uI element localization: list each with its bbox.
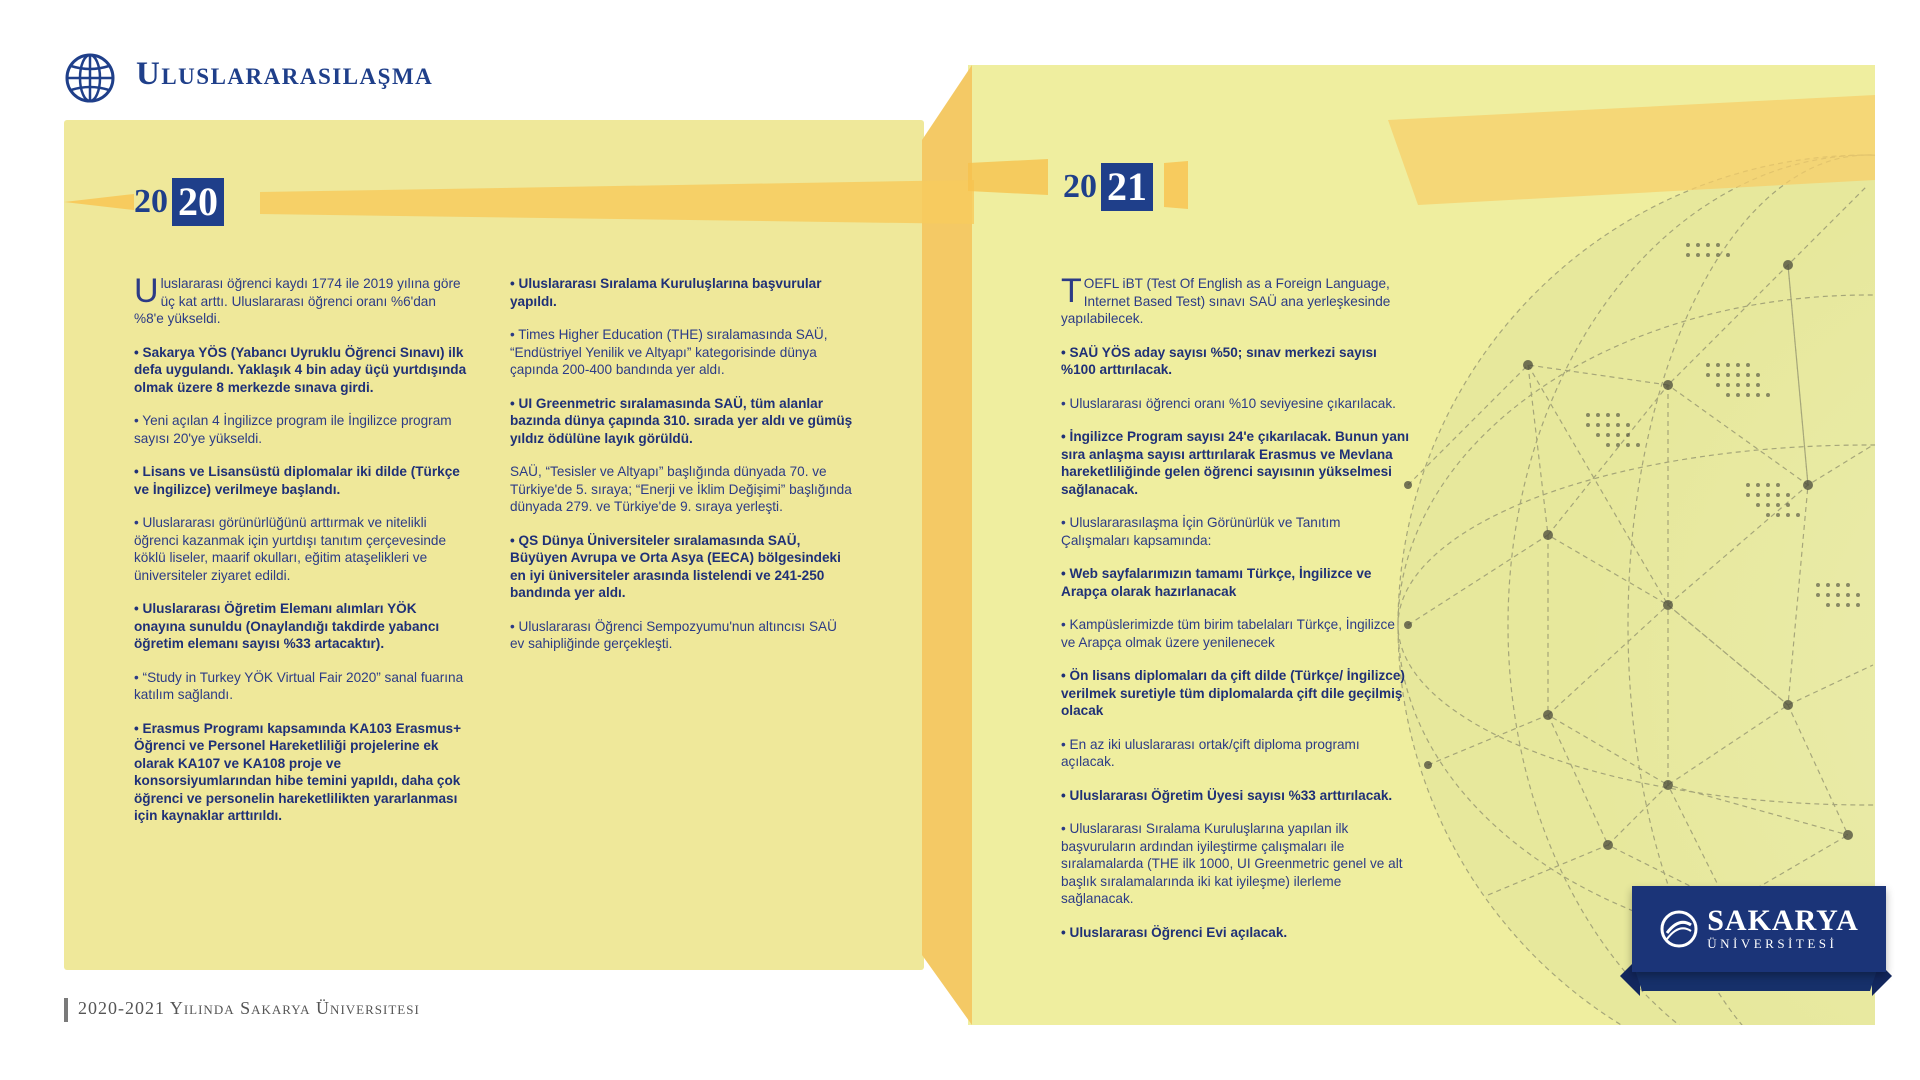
footer-divider (64, 998, 68, 1022)
year-boxed: 20 (172, 178, 224, 226)
year-plain: 20 (1063, 168, 1097, 205)
list-item: • Uluslararası öğrenci oranı %10 seviyesine çıkarılacak. (1061, 395, 1396, 411)
list-item: • Yeni açılan 4 İngilizce program ile İngilizce program sayısı 20'ye yükseldi. (134, 413, 452, 446)
intro-paragraph (134, 272, 469, 328)
sakarya-emblem-icon (1659, 909, 1699, 949)
list-item: • Uluslararasılaşma İçin Görünürlük ve Tanıtım Çalışmaları kapsamında: (1061, 515, 1341, 548)
list-item: • Sakarya YÖS (Yabancı Uyruklu Öğrenci Sınavı) ilk defa uygulandı. Yaklaşık 4 bin aday üçü yurtdışında olmak üzere 8 merkezde sınava girdi. (134, 344, 467, 395)
list-item: • Uluslararası Öğretim Üyesi sayısı %33 arttırılacak. (1061, 787, 1393, 803)
list-item: • Uluslararası Öğrenci Evi açılacak. (1061, 924, 1288, 940)
sakarya-logo (1620, 886, 1892, 1006)
list-item: • Times Higher Education (THE) sıralamasında SAÜ, “Endüstriyel Yenilik ve Altyapı” kategorisinde dünya çapında 200-400 bandında yer aldı. (510, 327, 828, 377)
year-2021-label (1063, 163, 1153, 211)
footer-text: 2020-2021 Yılında Sakarya Üniversitesi (78, 998, 420, 1018)
list-item: • “Study in Turkey YÖK Virtual Fair 2020” sanal fuarına katılım sağlandı. (134, 669, 464, 702)
page-title: Uluslararasılaşma (136, 56, 434, 92)
globe-icon (64, 52, 116, 104)
list-item: • İngilizce Program sayısı 24'e çıkarılacak. Bunun yanı sıra anlaşma sayısı arttırılarak Erasmus ve Mevlana hareketliliğinde gelen öğrenci sayısının yükselmesi sağlanacak. (1061, 429, 1409, 497)
left-column-2 (510, 275, 855, 669)
list-item: • UI Greenmetric sıralamasında SAÜ, tüm alanlar bazında dünya çapında 310. sırada yer aldı ve gümüş yıldız ödülüne layık görüldü. (510, 395, 853, 446)
year-2020-label (134, 178, 224, 226)
intro-paragraph (1061, 272, 1411, 328)
left-column-1 (134, 272, 469, 841)
dropcap: U (134, 272, 159, 310)
list-item: • Uluslararası Sıralama Kuruluşlarına yapılan ilk başvuruların ardından iyileştirme çalışmaları ile sıralamalarda (THE ilk 1000, UI Greenmetric genel ve alt başlık sıralamalarında iki kat iyileşme) ilerleme sağlanacak. (1061, 821, 1403, 906)
intro-text: OEFL iBT (Test Of English as a Foreign Language, Internet Based Test) sınavı SAÜ ana yerleşkesinde yapılabilecek. (1061, 276, 1391, 326)
intro-text: luslararası öğrenci kaydı 1774 ile 2019 yılına göre üç kat arttı. Uluslararası öğrenci oranı %6'dan %8'e yükseldi. (134, 276, 461, 326)
list-item: • SAÜ YÖS aday sayısı %50; sınav merkezi sayısı %100 arttırılacak. (1061, 344, 1377, 377)
list-item: • Erasmus Programı kapsamında KA103 Erasmus+ Öğrenci ve Personel Hareketliliği projelerine ek olarak KA107 ve KA108 proje ve konsorsiyumlarından hibe temini yapıldı, daha çok öğrenci ve personelin hareketlilikten yararlanması için kaynaklar arttırıldı. (134, 720, 462, 823)
logo-text (1707, 906, 1859, 952)
dropcap: T (1061, 272, 1082, 310)
list-item: SAÜ, “Tesisler ve Altyapı” başlığında dünyada 70. ve Türkiye'de 5. sıraya; “Enerji ve İklim Değişimi” başlığında dünyada 279. ve Türkiye'de 9. sıraya yerleşti. (510, 464, 852, 514)
logo-box (1632, 886, 1886, 972)
list-item: • Uluslararası Öğrenci Sempozyumu'nun altıncısı SAÜ ev sahipliğinde gerçekleşti. (510, 618, 837, 651)
list-item: • Kampüslerimizde tüm birim tabelaları Türkçe, İngilizce ve Arapça olmak üzere yenilenecek (1061, 617, 1395, 650)
list-item: • Ön lisans diplomaları da çift dilde (Türkçe/ İngilizce) verilmek suretiyle tüm diplomalarda çift dile geçilmiş olacak (1061, 668, 1405, 718)
year-boxed: 21 (1101, 163, 1153, 211)
logo-sub: ÜNİVERSİTESİ (1707, 936, 1838, 951)
year-plain: 20 (134, 183, 168, 220)
list-item: • Lisans ve Lisansüstü diplomalar iki dilde (Türkçe ve İngilizce) verilmeye başlandı. (134, 464, 460, 497)
list-item: • QS Dünya Üniversiteler sıralamasında SAÜ, Büyüyen Avrupa ve Orta Asya (EECA) bölgesindeki en iyi üniversiteler arasında listelendi ve 241-250 bandında yer aldı. (510, 532, 841, 600)
list-item: • En az iki uluslararası ortak/çift diploma programı açılacak. (1061, 736, 1360, 769)
list-item: • Uluslararası görünürlüğünü arttırmak ve nitelikli öğrenci kazanmak için yurtdışı tanıtım çerçevesinde köklü liseler, maarif okulları, eğitim ataşelikleri ve üniversiteler ziyaret edildi. (134, 515, 447, 583)
list-item: • Uluslararası Sıralama Kuruluşlarına başvurular yapıldı. (510, 276, 822, 309)
right-column (1061, 272, 1411, 957)
logo-name: SAKARYA (1707, 904, 1859, 937)
list-item: • Web sayfalarımızın tamamı Türkçe, İngilizce ve Arapça olarak hazırlanacak (1061, 566, 1372, 599)
list-item: • Uluslararası Öğretim Elemanı alımları YÖK onayına sunuldu (Onaylandığı takdirde yabancı öğretim elemanı sayısı %33 artacaktır). (134, 601, 440, 651)
